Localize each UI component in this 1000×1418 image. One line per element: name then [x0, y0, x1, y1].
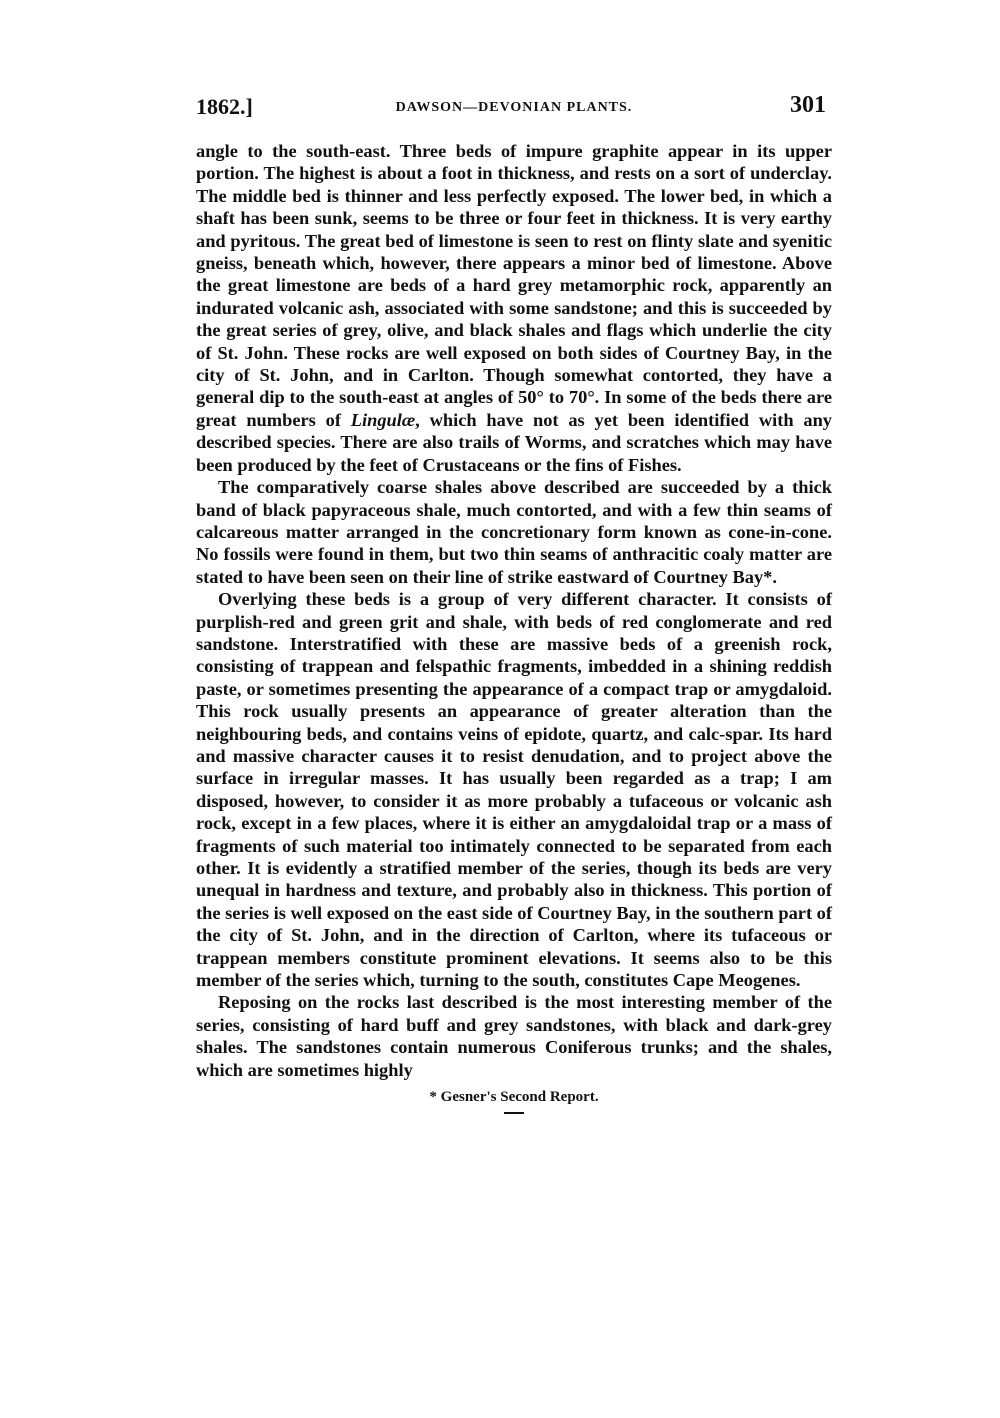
page-number: 301 — [790, 92, 826, 118]
paragraph-4: Reposing on the rocks last described is the most interesting member of the series, consisting of hard buff and grey sandstones, with black and dark-grey shales. The sandstones contain numerous Coniferous trunks; and the shales, which are sometimes highly — [196, 992, 832, 1080]
paragraph-1-italic: Lingulæ — [350, 409, 416, 430]
paragraph-1-text: angle to the south-east. Three beds of impure graphite appear in its upper portion. The highest is about a foot in thickness, and rests on a sort of underclay. The middle bed is thinner and less perfectly exposed. The lower bed, in which a shaft has been sunk, seems to be three or four feet in thickness. It is very earthy and pyritous. The great bed of limestone is seen to rest on flinty slate and syenitic gneiss, beneath which, however, there appears a minor bed of limestone. Above the great limestone are beds of a hard grey metamorphic rock, apparently an indurated volcanic ash, associated with some sandstone; and this is succeeded by the great series of grey, olive, and black shales and flags which underlie the city of St. John. These rocks are well exposed on both sides of Courtney Bay, in the city of St. John, and in Carlton. Though somewhat contorted, they have a general dip to the south-east at angles of 50° to 70°. In some of the beds there are great numbers of — [196, 141, 832, 430]
paragraph-1 — [196, 140, 832, 476]
header-year: 1862.] — [196, 94, 253, 119]
footnote: * Gesner's Second Report. — [429, 1089, 599, 1106]
header-title: DAWSON—DEVONIAN PLANTS. — [395, 100, 633, 115]
paragraph-1-text-after: , which have not as yet been identified with any described species. There are also trails of Worms, and scratches which may have been produced by the feet of Crustaceans or the fins of Fishes. — [196, 409, 832, 475]
footnote-rule — [504, 1112, 524, 1114]
book-page — [196, 92, 832, 1114]
paragraph-2: The comparatively coarse shales above described are succeeded by a thick band of black papyraceous shale, much contorted, and with a few thin seams of calcareous matter arranged in the concretionary form known as cone-in-cone. No fossils were found in them, but two thin seams of anthracitic coaly matter are stated to have been seen on their line of strike eastward of Courtney Bay*. — [196, 477, 832, 587]
body-text — [196, 140, 832, 1081]
running-header — [196, 92, 832, 126]
paragraph-3: Overlying these beds is a group of very different character. It consists of purplish-red and green grit and shale, with beds of red conglomerate and red sandstone. Interstratified with these are massive beds of a greenish rock, consisting of trappean and felspathic fragments, imbedded in a shining reddish paste, or sometimes presenting the appearance of a compact trap or amygdaloid. This rock usually presents an appearance of greater alteration than the neighbouring beds, and contains veins of epidote, quartz, and calc-spar. Its hard and massive character causes it to resist denudation, and to project above the surface in irregular masses. It has usually been regarded as a trap; I am disposed, however, to consider it as more probably a tufaceous or volcanic ash rock, except in a few places, where it is either an amygdaloidal trap or a mass of fragments of such material too intimately connected to be separated from each other. It is evidently a stratified member of the series, though its beds are very unequal in hardness and texture, and probably also in thickness. This portion of the series is well exposed on the east side of Courtney Bay, in the southern part of the city of St. John, and in the direction of Carlton, where its tufaceous or trappean members constitute prominent elevations. It seems also to be this member of the series which, turning to the south, constitutes Cape Meogenes. — [196, 589, 832, 991]
